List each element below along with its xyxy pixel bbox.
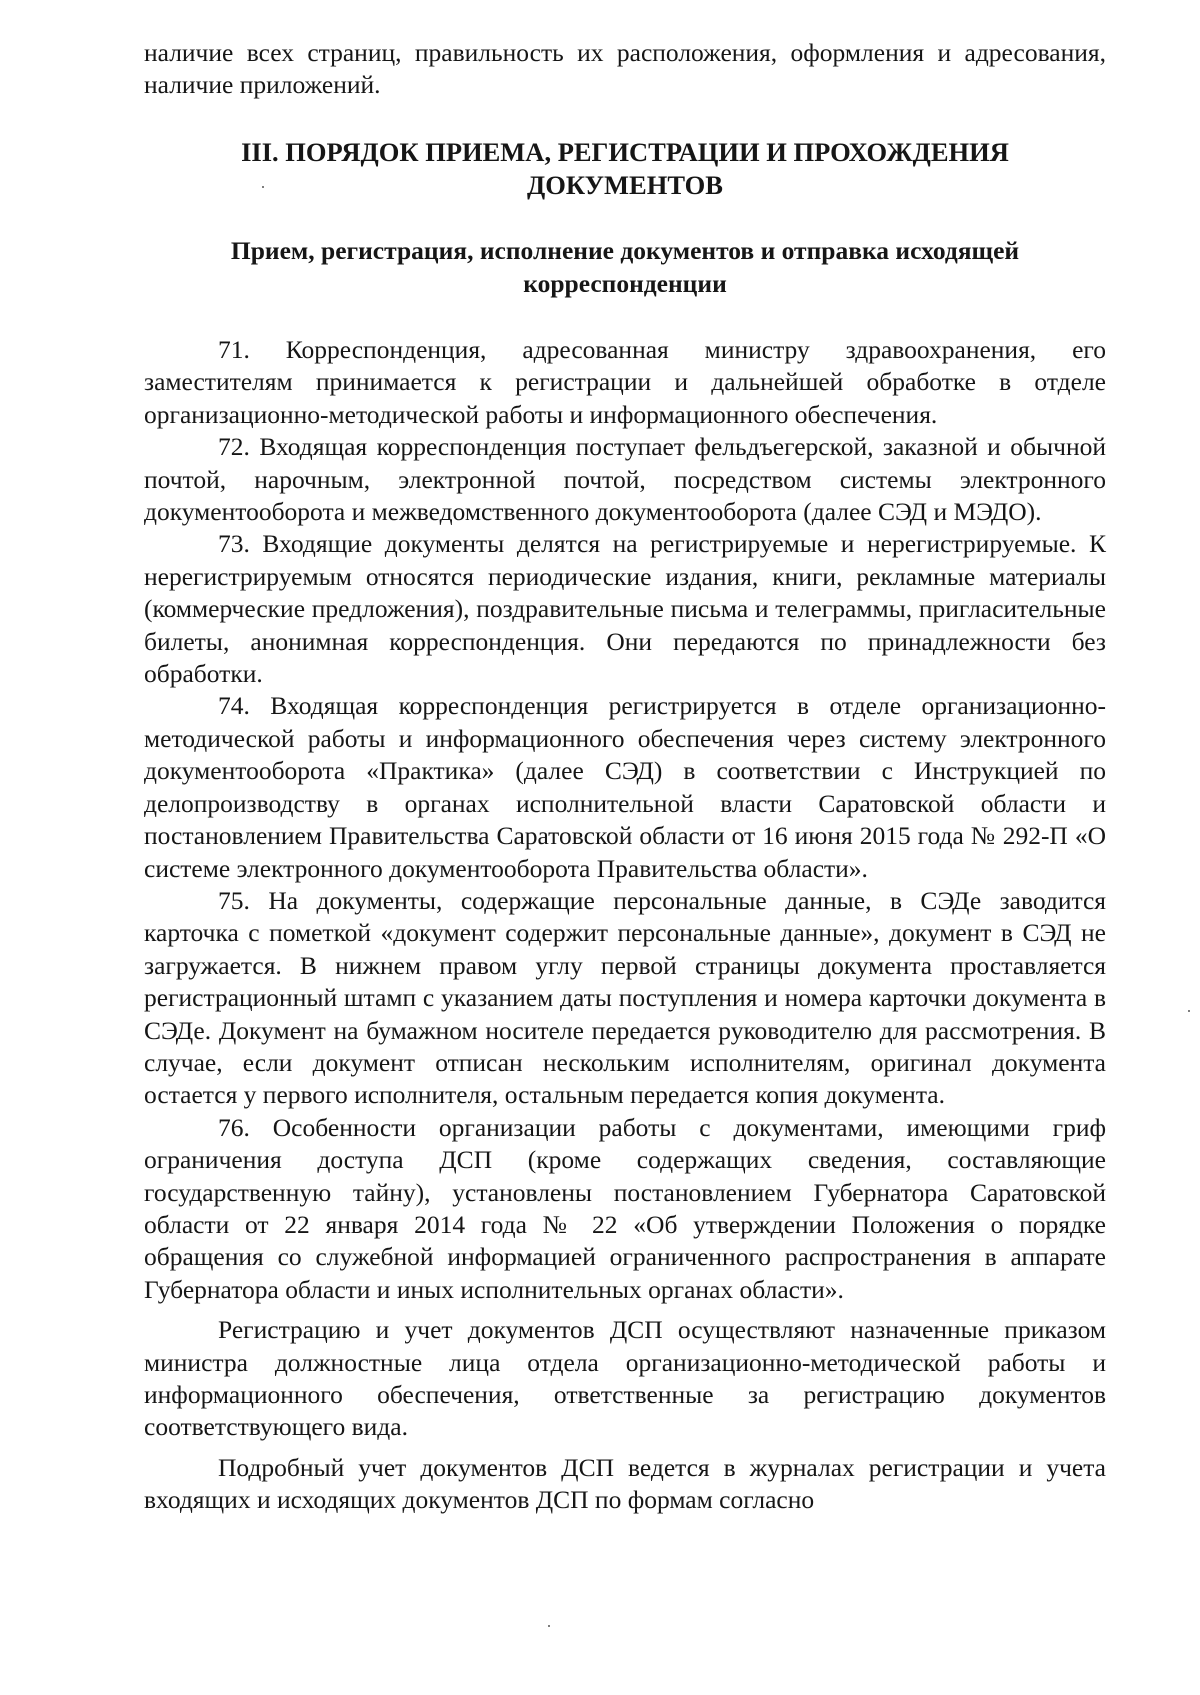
paragraph-71: 71. Корреспонденция, адресованная министру здравоохранения, его заместителям принимается к регистрации и дальнейшей обработке в отделе организационно-методической работы и информационного обеспечения.	[144, 335, 1106, 429]
subsection-title	[144, 234, 1106, 300]
scan-speck	[262, 186, 264, 188]
top-continuation-text: наличие всех страниц, правильность их расположения, оформления и адресования, наличие приложений.	[144, 38, 1106, 100]
section-title	[144, 136, 1106, 202]
paragraph-72: 72. Входящая корреспонденция поступает фельдъегерской, заказной и обычной почтой, нарочным, электронной почтой, посредством системы электронного документооборота и межведомственного документооборота (далее СЭД и МЭДО).	[144, 432, 1106, 527]
subsection-title-line-2: корреспонденции	[523, 269, 727, 298]
paragraph-dsp-registration: Регистрацию и учет документов ДСП осуществляют назначенные приказом министра должностные лица отдела организационно-методической работы и информационного обеспечения, ответственные за регистрацию документов соответствующего вида.	[144, 1315, 1106, 1442]
scan-speck	[1188, 1010, 1190, 1012]
paragraph-73: 73. Входящие документы делятся на регистрируемые и нерегистрируемые. К нерегистрируемым относятся периодические издания, книги, рекламные материалы (коммерческие предложения), поздравительные письма и телеграммы, пригласительные билеты, анонимная корреспонденция. Они передаются по принадлежности без обработки.	[144, 529, 1106, 689]
paragraph-74: 74. Входящая корреспонденция регистрируется в отделе организационно-методической работы и информационного обеспечения через систему электронного документооборота «Практика» (далее СЭД) в соответствии с Инструкцией по делопроизводству в органах исполнительной власти Саратовской области и постановлением Правительства Саратовской области от 16 июня 2015 года № 292-П «О системе электронного документооборота Правительства области».	[144, 691, 1106, 883]
section-title-line-2: ДОКУМЕНТОВ	[527, 170, 723, 200]
paragraph-76: 76. Особенности организации работы с документами, имеющими гриф ограничения доступа ДСП (кроме содержащих сведения, составляющие государственную тайну), установлены постановлением Губернатора Саратовской области от 22 января 2014 года № 22 «Об утверждении Положения о порядке обращения со служебной информацией ограниченного распространения в аппарате Губернатора области и иных исполнительных органах области».	[144, 1112, 1106, 1304]
paragraph-75: 75. На документы, содержащие персональные данные, в СЭДе заводится карточка с пометкой «документ содержит персональные данные», документ в СЭД не загружается. В нижнем правом углу первой страницы документа проставляется регистрационный штамп с указанием даты поступления и номера карточки документа в СЭДе. Документ на бумажном носителе передается руководителю для рассмотрения. В случае, если документ отписан нескольким исполнителям, оригинал документа остается у первого исполнителя, остальным передается копия документа.	[144, 885, 1106, 1110]
paragraph-dsp-journals: Подробный учет документов ДСП ведется в журналах регистрации и учета входящих и исходящих документов ДСП по формам согласно	[144, 1452, 1106, 1515]
section-title-line-1: III. ПОРЯДОК ПРИЕМА, РЕГИСТРАЦИИ И ПРОХОЖДЕНИЯ	[241, 137, 1009, 167]
scan-speck	[548, 1625, 550, 1627]
subsection-title-line-1: Прием, регистрация, исполнение документов и отправка исходящей	[230, 236, 1020, 265]
document-body	[144, 334, 1106, 1517]
